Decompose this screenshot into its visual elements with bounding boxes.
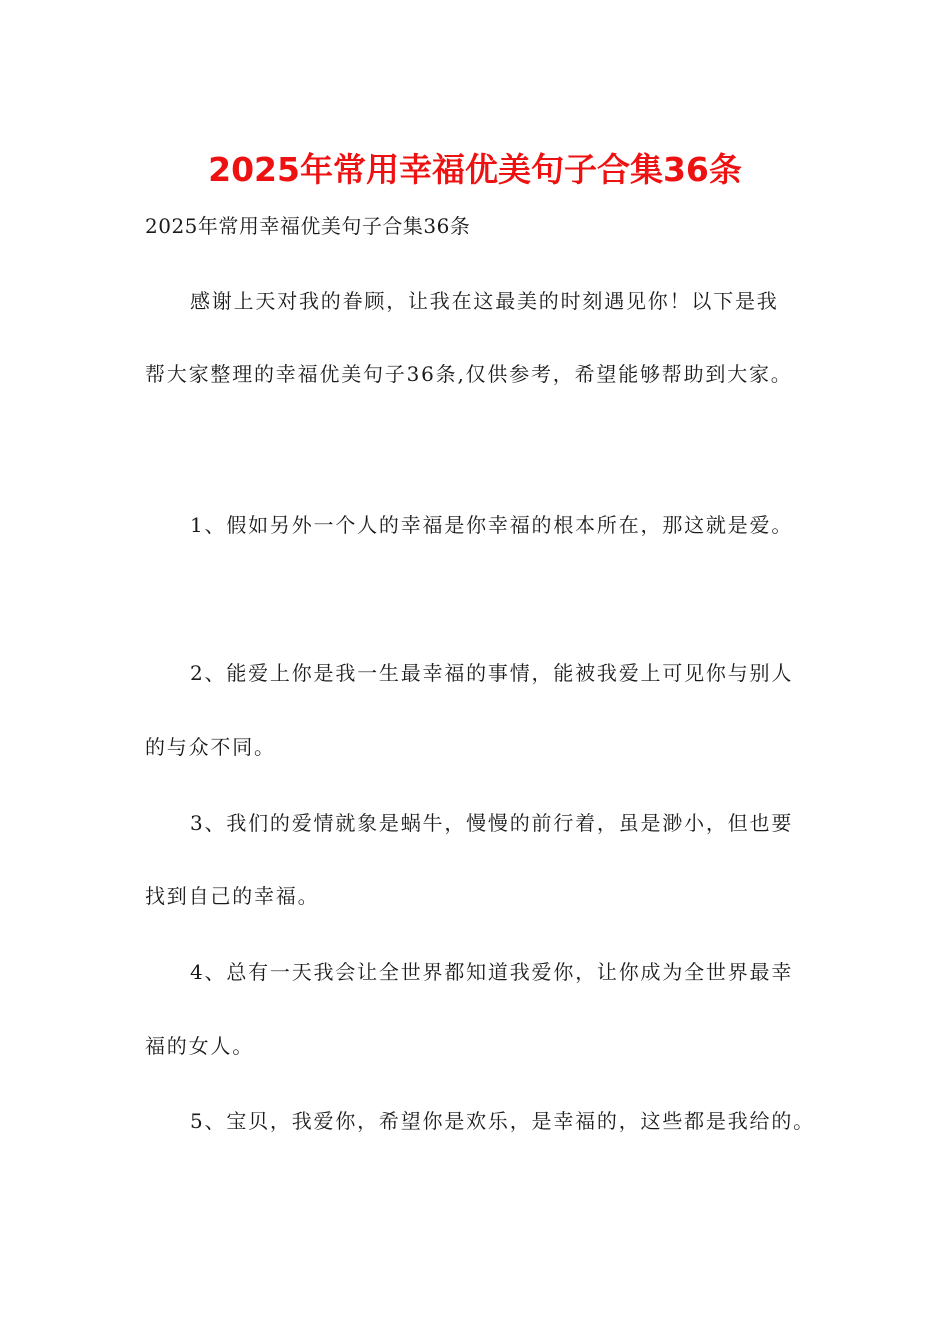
item-4-line-1: 4、总有一天我会让全世界都知道我爱你，让你成为全世界最幸 [190,960,794,984]
item-2-line-1: 2、能爱上你是我一生最幸福的事情，能被我爱上可见你与别人 [190,661,794,685]
document-title: 2025年常用幸福优美句子合集36条 [208,150,742,189]
item-4-line-2: 福的女人。 [145,1034,254,1058]
document-subtitle: 2025年常用幸福优美句子合集36条 [145,214,471,238]
intro-line-2: 帮大家整理的幸福优美句子36条,仅供参考，希望能够帮助到大家。 [145,362,793,386]
item-1-line-1: 1、假如另外一个人的幸福是你幸福的根本所在，那这就是爱。 [190,513,794,537]
item-2-line-2: 的与众不同。 [145,735,276,759]
intro-line-1: 感谢上天对我的眷顾，让我在这最美的时刻遇见你！以下是我 [190,289,779,313]
item-5-line-1: 5、宝贝，我爱你，希望你是欢乐，是幸福的，这些都是我给的。 [190,1109,815,1133]
item-3-line-1: 3、我们的爱情就象是蜗牛，慢慢的前行着，虽是渺小，但也要 [190,811,794,835]
item-3-line-2: 找到自己的幸福。 [145,884,320,908]
